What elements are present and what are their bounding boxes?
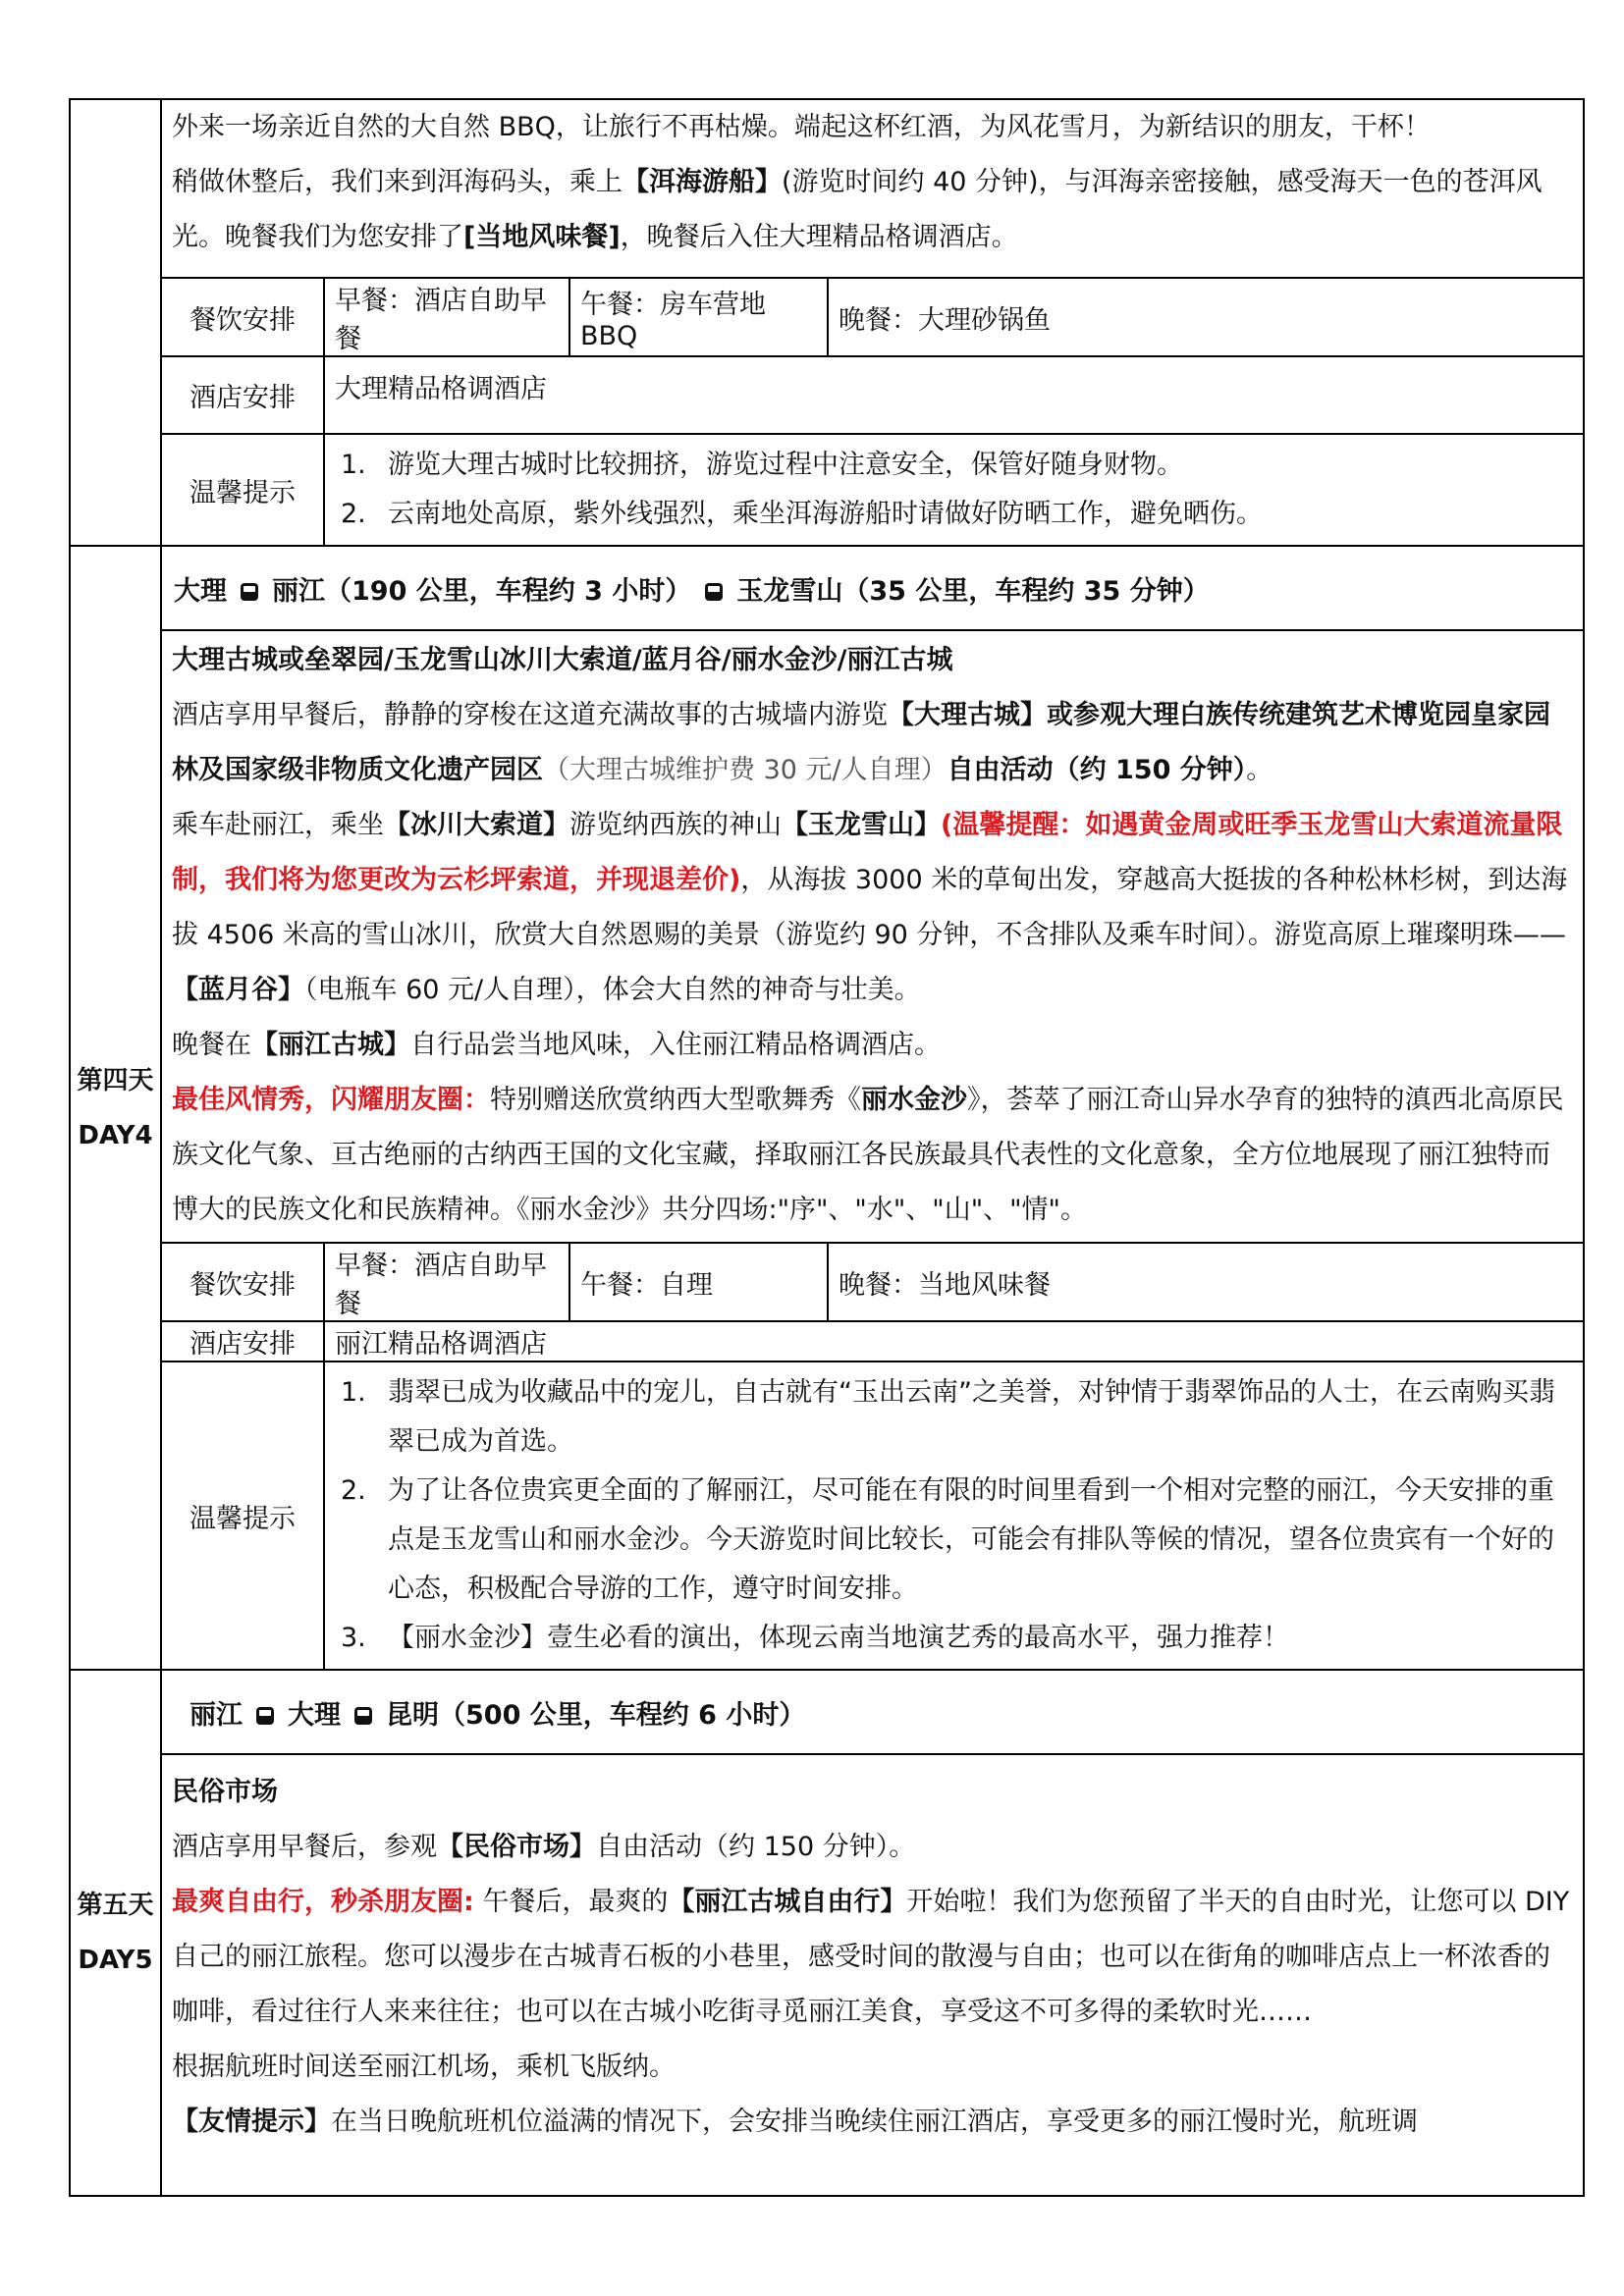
day4-para-4 xyxy=(172,1073,1575,1238)
tip-number: 2. xyxy=(341,1475,366,1506)
itinerary-table xyxy=(69,98,1585,2197)
day5-description xyxy=(161,1754,1584,2196)
para-text: 晚餐在 xyxy=(172,1030,251,1060)
breakfast: 早餐：酒店自助早餐 xyxy=(324,1243,569,1321)
tip-item xyxy=(335,1368,1575,1467)
day4-cn: 第四天 xyxy=(77,1065,154,1095)
para-text: 自由活动（约 150 分钟）。 xyxy=(596,1832,916,1862)
local-dinner-highlight: [当地风味餐] xyxy=(463,222,621,252)
tip-item xyxy=(335,490,1575,539)
desc-text: 外来一场亲近自然的大自然 BBQ，让旅行不再枯燥。端起这杯红酒，为风花雪月，为新结识的朋友，干杯！ xyxy=(172,112,1431,142)
dinner: 晚餐：当地风味餐 xyxy=(828,1243,1584,1321)
day5-para-4 xyxy=(172,2095,1575,2150)
hotel-label: 酒店安排 xyxy=(161,1321,324,1362)
bus-icon xyxy=(256,1707,274,1725)
tip-text: 翡翠已成为收藏品中的宠儿，自古就有“玉出云南”之美誉，对钟情于翡翠饰品的人士，在云南购买翡翠已成为首选。 xyxy=(388,1377,1555,1457)
para-text: 酒店享用早餐后，静静的穿梭在这道充满故事的古城墙内游览 xyxy=(172,700,888,730)
tips-list xyxy=(324,434,1584,546)
prev-day-cell xyxy=(70,99,161,546)
show-slogan: 最佳风情秀，闪耀朋友圈： xyxy=(172,1085,490,1115)
para-text: 根据航班时间送至丽江机场，乘机飞版纳。 xyxy=(172,2052,676,2082)
glacier-cableway-highlight: 【冰川大索道】 xyxy=(384,810,569,840)
fee-note: （大理古城维护费 30 元/人自理） xyxy=(543,755,947,785)
day4-para-3 xyxy=(172,1018,1575,1073)
breakfast: 早餐：酒店自助早餐 xyxy=(324,278,569,356)
day4-para-2 xyxy=(172,798,1575,1018)
lijiang-oldtown-highlight: 【丽江古城】 xyxy=(251,1030,410,1060)
day5-label-cell xyxy=(70,1670,161,2196)
tip-number: 1. xyxy=(341,450,366,480)
para-text: 开始啦！我们为您预留了半天的自由时光，让您可以 DIY 自己的丽江旅程。您可以漫步在古城青石板的小巷里，感受时间的散漫与自由；也可以在街角的咖啡店点上一杯浓香的咖啡，看过往行人来来往往；也可以在古城小吃街寻觅丽江美食，享受这不可多得的柔软时光…… xyxy=(172,1887,1570,2027)
warning-note: (温馨提醒：如遇黄金周或旺季玉龙雪山大索道流量限制，我们将为您更改为云杉坪索道，并现退差价) xyxy=(172,810,1563,895)
para-text: 午餐后，最爽的 xyxy=(473,1887,669,1917)
route-from: 大理 xyxy=(174,575,227,607)
bus-icon xyxy=(705,583,723,601)
prev-day-description xyxy=(161,99,1584,278)
lunch: 午餐：房车营地 BBQ xyxy=(569,278,828,356)
dali-oldtown-highlight: 【大理古城】或参观大理白族传统建筑艺术博览园皇家园林及国家级非物质文化遗产园区 xyxy=(172,700,1550,785)
freetime-slogan: 最爽自由行，秒杀朋友圈: xyxy=(172,1887,474,1917)
free-activity-highlight: 自由活动（约 150 分钟） xyxy=(947,755,1247,785)
tip-number: 2. xyxy=(341,499,366,529)
tip-item xyxy=(335,1467,1575,1614)
day5-en: DAY5 xyxy=(78,1946,153,1975)
meal-label: 餐饮安排 xyxy=(161,1243,324,1321)
erhai-cruise-highlight: 【洱海游船】 xyxy=(623,167,782,197)
day4-label-cell xyxy=(70,546,161,1670)
day4-route xyxy=(161,546,1584,630)
yulong-snow-mountain-highlight: 【玉龙雪山】 xyxy=(782,810,941,840)
day5-para-3 xyxy=(172,2040,1575,2095)
day5-route xyxy=(161,1670,1584,1754)
desc-text: (游览时间约 40 分钟)，与洱海亲密接触，感受海天一色的苍洱风光。晚餐我们为您安排了 xyxy=(172,167,1543,252)
para-text: 自行品尝当地风味，入住丽江精品格调酒店。 xyxy=(410,1030,941,1060)
day4-headline xyxy=(172,633,1575,688)
tip-number: 3. xyxy=(341,1623,366,1653)
day4-en: DAY4 xyxy=(78,1120,153,1150)
route-to: 昆明（500 公里，车程约 6 小时） xyxy=(386,1699,806,1731)
day4-para-1 xyxy=(172,688,1575,798)
tip-text: 为了让各位贵宾更全面的了解丽江，尽可能在有限的时间里看到一个相对完整的丽江，今天安排的重点是玉龙雪山和丽水金沙。今天游览时间比较长，可能会有排队等候的情况，望各位贵宾有一个好的心态，积极配合导游的工作，遵守时间安排。 xyxy=(388,1475,1554,1604)
headline-text: 大理古城或垒翠园/玉龙雪山冰川大索道/蓝月谷/丽水金沙/丽江古城 xyxy=(172,645,953,675)
para-text: ，从海拔 3000 米的草甸出发，穿越高大挺拔的各种松林杉树，到达海拔 4506 米高的雪山冰川，欣赏大自然恩赐的美景（游览约 90 分钟，不含排队及乘车时间）。游览高原上璀璨明珠—— xyxy=(172,865,1568,950)
meal-label: 餐饮安排 xyxy=(161,278,324,356)
bus-icon xyxy=(241,583,258,601)
day4-description xyxy=(161,630,1584,1243)
desc-text: ，晚餐后入住大理精品格调酒店。 xyxy=(620,222,1018,252)
lunch: 午餐：自理 xyxy=(569,1243,828,1321)
route-stop: 大理 xyxy=(288,1699,341,1731)
lijiang-freetime-highlight: 【丽江古城自由行】 xyxy=(668,1887,907,1917)
tip-text: 游览大理古城时比较拥挤，游览过程中注意安全，保管好随身财物。 xyxy=(388,450,1183,480)
hotel-name: 丽江精品格调酒店 xyxy=(324,1321,1584,1362)
tip-item xyxy=(335,1614,1575,1663)
desc-text: 稍做休整后，我们来到洱海码头，乘上 xyxy=(172,167,623,197)
day5-headline xyxy=(172,1765,1575,1820)
show-name: 丽水金沙 xyxy=(861,1085,967,1115)
para-text: 游览纳西族的神山 xyxy=(569,810,782,840)
tips-label: 温馨提示 xyxy=(161,434,324,546)
tip-number: 1. xyxy=(341,1377,366,1408)
tip-text: 【丽水金沙】壹生必看的演出，体现云南当地演艺秀的最高水平，强力推荐！ xyxy=(388,1623,1289,1653)
tips-list xyxy=(324,1362,1584,1670)
dinner: 晚餐：大理砂锅鱼 xyxy=(828,278,1584,356)
para-text: 》，荟萃了丽江奇山异水孕育的独特的滇西北高原民族文化气象、亘古绝丽的古纳西王国的文化宝藏，择取丽江各民族最具代表性的文化意象，全方位地展现了丽江独特而博大的民族文化和民族精神。《丽水金沙》共分四场:"序"、"水"、"山"、"情"。 xyxy=(172,1085,1564,1225)
para-text: 。 xyxy=(1246,755,1273,785)
bus-icon xyxy=(354,1707,372,1725)
day5-para-2 xyxy=(172,1875,1575,2040)
folk-market-highlight: 【民俗市场】 xyxy=(437,1832,596,1862)
para-text: （电瓶车 60 元/人自理），体会大自然的神奇与壮美。 xyxy=(304,975,921,1005)
route-stop: 丽江（190 公里，车程约 3 小时） xyxy=(272,575,692,607)
tips-label: 温馨提示 xyxy=(161,1362,324,1670)
day5-cn: 第五天 xyxy=(77,1891,154,1920)
day5-para-1 xyxy=(172,1820,1575,1875)
route-to: 玉龙雪山（35 公里，车程约 35 分钟） xyxy=(736,575,1210,607)
tip-item xyxy=(335,441,1575,490)
friendly-tip-label: 【友情提示】 xyxy=(172,2107,331,2137)
hotel-name: 大理精品格调酒店 xyxy=(324,356,1584,434)
route-from: 丽江 xyxy=(189,1699,243,1731)
blue-moon-valley-highlight: 【蓝月谷】 xyxy=(172,975,304,1005)
headline-text: 民俗市场 xyxy=(172,1777,278,1807)
itinerary-page xyxy=(69,98,1583,2197)
para-text: 在当日晚航班机位溢满的情况下，会安排当晚续住丽江酒店，享受更多的丽江慢时光，航班调 xyxy=(331,2107,1418,2137)
para-text: 特别赠送欣赏纳西大型歌舞秀《 xyxy=(490,1085,861,1115)
para-text: 乘车赴丽江，乘坐 xyxy=(172,810,384,840)
tip-text: 云南地处高原，紫外线强烈，乘坐洱海游船时请做好防晒工作，避免晒伤。 xyxy=(388,499,1263,529)
hotel-label: 酒店安排 xyxy=(161,356,324,434)
para-text: 酒店享用早餐后，参观 xyxy=(172,1832,437,1862)
desc-line xyxy=(172,100,1575,265)
